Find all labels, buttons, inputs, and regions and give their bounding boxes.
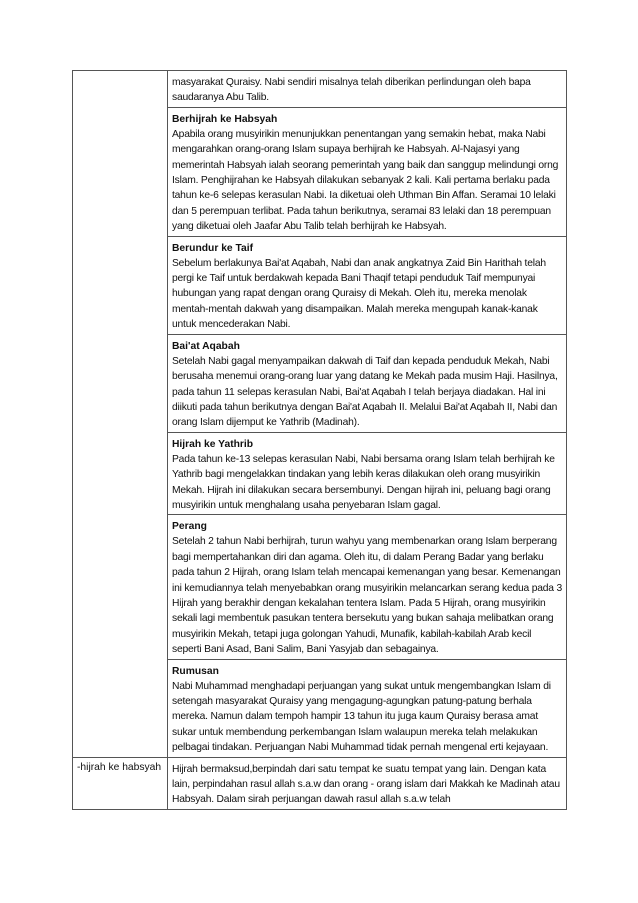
section-hijrah-habsyah [168, 107, 566, 236]
section-baiat-aqabah [168, 334, 566, 432]
section-taif [168, 236, 566, 334]
content-table [72, 70, 567, 810]
row-content-cell [168, 757, 567, 809]
section-heading: Hijrah ke Yathrib [172, 438, 254, 450]
row-label-cell [73, 757, 168, 809]
hijrah-definition [168, 758, 566, 809]
table-row [73, 71, 567, 758]
section-text: Pada tahun ke-13 selepas kerasulan Nabi, Nabi bersama orang Islam telah berhijrah ke Yathrib bagi mengelakkan tindakan yang lebih keras dilakukan oleh orang musyirikin Mekah. Hijrah ini dilakukan secara bersembunyi. Dengan hijrah ini, peluang bagi orang musyirikin untuk menghalang usaha penyebaran Islam gagal. [172, 453, 555, 511]
section-text: Nabi Muhammad menghadapi perjuangan yang sukat untuk mengembangkan Islam di setengah masyarakat Quraisy yang mengagung-agungkan patung-patung berhala mereka. Namun dalam tempoh hampir 13 tahun itu juga kaum Quraisy berasa amat sukar untuk membendung perkembangan Islam walaupun mereka telah melakukan pelbagai tindakan. Perjuangan Nabi Muhammad tidak pernah mengenal erti kejayaan. [172, 680, 551, 754]
section-text: Hijrah bermaksud,berpindah dari satu tempat ke suatu tempat yang lain. Dengan kata lain, perpindahan rasul allah s.a.w dan orang - orang islam dari Makkah ke Madinah atau Habsyah. Dalam sirah perjuangan dawah rasul allah s.a.w telah [172, 763, 560, 806]
section-perang [168, 514, 566, 658]
section-text: Sebelum berlakunya Bai'at Aqabah, Nabi dan anak angkatnya Zaid Bin Harithah telah pergi ke Taif untuk berdakwah kepada Bani Thaqif tetapi penduduk Taif mempunyai hubungan yang rapat dengan orang Quraisy di Mekah. Oleh itu, mereka menolak mentah-mentah dakwah yang disampaikan. Malah mereka mengupah kanak-kanak untuk mencederakan Nabi. [172, 257, 546, 331]
section-hijrah-yathrib [168, 432, 566, 515]
section-heading: Berhijrah ke Habsyah [172, 113, 278, 125]
table-row [73, 757, 567, 809]
section-heading: Bai'at Aqabah [172, 340, 240, 352]
section-text: Apabila orang musyirikin menunjukkan penentangan yang semakin hebat, maka Nabi mengarahkan orang-orang Islam supaya berhijrah ke Habsyah. Al-Najasyi yang memerintah Habsyah ialah seorang pemerintah yang baik dan sanggup melindungi orng Islam. Penghijrahan ke Habsyah dilakukan sebanyak 2 kali. Kali pertama berlaku pada tahun ke-6 selepas kerasulan Nabi. Ia diketuai oleh Uthman Bin Affan. Seramai 10 lelaki dan 5 perempuan terlibat. Pada tahun berikutnya, seramai 83 lelaki dan 18 perempuan yang diketuai oleh Jaafar Abu Talib telah berhijrah ke Habsyah. [172, 128, 559, 233]
row-label-cell [73, 71, 168, 758]
section-heading: Berundur ke Taif [172, 242, 254, 254]
section-text: masyarakat Quraisy. Nabi sendiri misalnya telah diberikan perlindungan oleh bapa saudaranya Abu Talib. [172, 77, 531, 104]
section-text: Setelah Nabi gagal menyampaikan dakwah di Taif dan kepada penduduk Mekah, Nabi berusaha menemui orang-orang luar yang datang ke Mekah pada musim Haji. Hasilnya, pada tahun 11 selepas kerasulan Nabi, Bai'at Aqabah I telah berjaya diadakan. Hal ini diikuti pada tahun berikutnya dengan Bai'at Aqabah II. Melalui Bai'at Aqabah II, Nabi dan orang Islam dijemput ke Yathrib (Madinah). [172, 355, 558, 429]
intro-section [168, 71, 566, 107]
section-text: Setelah 2 tahun Nabi berhijrah, turun wahyu yang membenarkan orang Islam berperang bagi mempertahankan diri dan agama. Oleh itu, di dalam Perang Badar yang berlaku pada tahun 2 Hijrah, orang Islam telah mencapai kemenangan yang besar. Kemenangan ini kemudiannya telah menyebabkan orang musyirikin melancarkan serang kedua pada 3 Hijrah yang berakhir dengan kekalahan tentera Islam. Pada 5 Hijrah, orang musyirikin sekali lagi membentuk pasukan tentera bersekutu yang bukan sahaja melibatkan orang musyirikin Mekah, tetapi juga golongan Yahudi, Munafik, kabilah-kabilah Arab kecil seperti Bani Asad, Bani Salim, Bani Yasyjab dan sebagainya. [172, 536, 563, 656]
section-heading: Rumusan [172, 665, 219, 677]
row-label: -hijrah ke habsyah [77, 761, 162, 773]
row-content-cell [168, 71, 567, 758]
section-rumusan [168, 659, 566, 757]
section-heading: Perang [172, 521, 207, 533]
